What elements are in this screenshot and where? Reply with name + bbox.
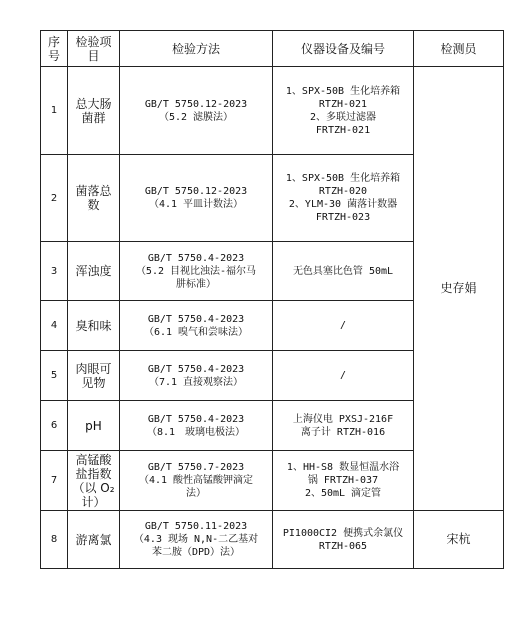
- item-cell: 游离氯: [68, 511, 120, 569]
- method-cell: GB/T 5750.11-2023 （4.3 现场 N,N-二乙基对 苯二胺（DPD）法）: [120, 511, 273, 569]
- instrument-cell: /: [273, 351, 414, 401]
- header-instrument: 仪器设备及编号: [273, 31, 414, 67]
- item-cell: 肉眼可 见物: [68, 351, 120, 401]
- seq-cell: 1: [41, 67, 68, 155]
- method-cell: GB/T 5750.12-2023 （5.2 滤膜法）: [120, 67, 273, 155]
- method-cell: GB/T 5750.4-2023 （8.1 玻璃电极法）: [120, 401, 273, 451]
- item-cell: 总大肠 菌群: [68, 67, 120, 155]
- item-cell: 浑浊度: [68, 242, 120, 301]
- table-row: [41, 67, 504, 155]
- seq-cell: 2: [41, 155, 68, 242]
- method-cell: GB/T 5750.4-2023 （5.2 目视比浊法-福尔马 肼标准）: [120, 242, 273, 301]
- item-cell: pH: [68, 401, 120, 451]
- header-method: 检验方法: [120, 31, 273, 67]
- instrument-cell: 1、SPX-50B 生化培养箱 RTZH-021 2、多联过滤器 FRTZH-021: [273, 67, 414, 155]
- instrument-cell: 无色具塞比色管 50mL: [273, 242, 414, 301]
- item-cell: 臭和味: [68, 301, 120, 351]
- table-row: [41, 511, 504, 569]
- item-cell: 菌落总 数: [68, 155, 120, 242]
- item-cell: 高锰酸 盐指数 （以 O₂ 计）: [68, 451, 120, 511]
- seq-cell: 8: [41, 511, 68, 569]
- header-inspector: 检测员: [414, 31, 504, 67]
- seq-cell: 5: [41, 351, 68, 401]
- method-cell: GB/T 5750.4-2023 （6.1 嗅气和尝味法）: [120, 301, 273, 351]
- seq-cell: 7: [41, 451, 68, 511]
- header-item: 检验项目: [68, 31, 120, 67]
- method-cell: GB/T 5750.4-2023 （7.1 直接观察法）: [120, 351, 273, 401]
- header-row: [41, 31, 504, 67]
- instrument-cell: PI1000CI2 便携式余氯仪 RTZH-065: [273, 511, 414, 569]
- seq-cell: 6: [41, 401, 68, 451]
- method-cell: GB/T 5750.7-2023 （4.1 酸性高锰酸钾滴定 法）: [120, 451, 273, 511]
- inspection-table: [40, 30, 504, 569]
- seq-cell: 4: [41, 301, 68, 351]
- instrument-cell: 1、SPX-50B 生化培养箱 RTZH-020 2、YLM-30 菌落计数器 FRTZH-023: [273, 155, 414, 242]
- header-seq: 序号: [41, 31, 68, 67]
- method-cell: GB/T 5750.12-2023 （4.1 平皿计数法）: [120, 155, 273, 242]
- instrument-cell: 上海仪电 PXSJ-216F 离子计 RTZH-016: [273, 401, 414, 451]
- inspector-cell: 史存娟: [414, 67, 504, 511]
- inspector-cell: 宋杭: [414, 511, 504, 569]
- instrument-cell: /: [273, 301, 414, 351]
- seq-cell: 3: [41, 242, 68, 301]
- instrument-cell: 1、HH-S8 数显恒温水浴 锅 FRTZH-037 2、50mL 滴定管: [273, 451, 414, 511]
